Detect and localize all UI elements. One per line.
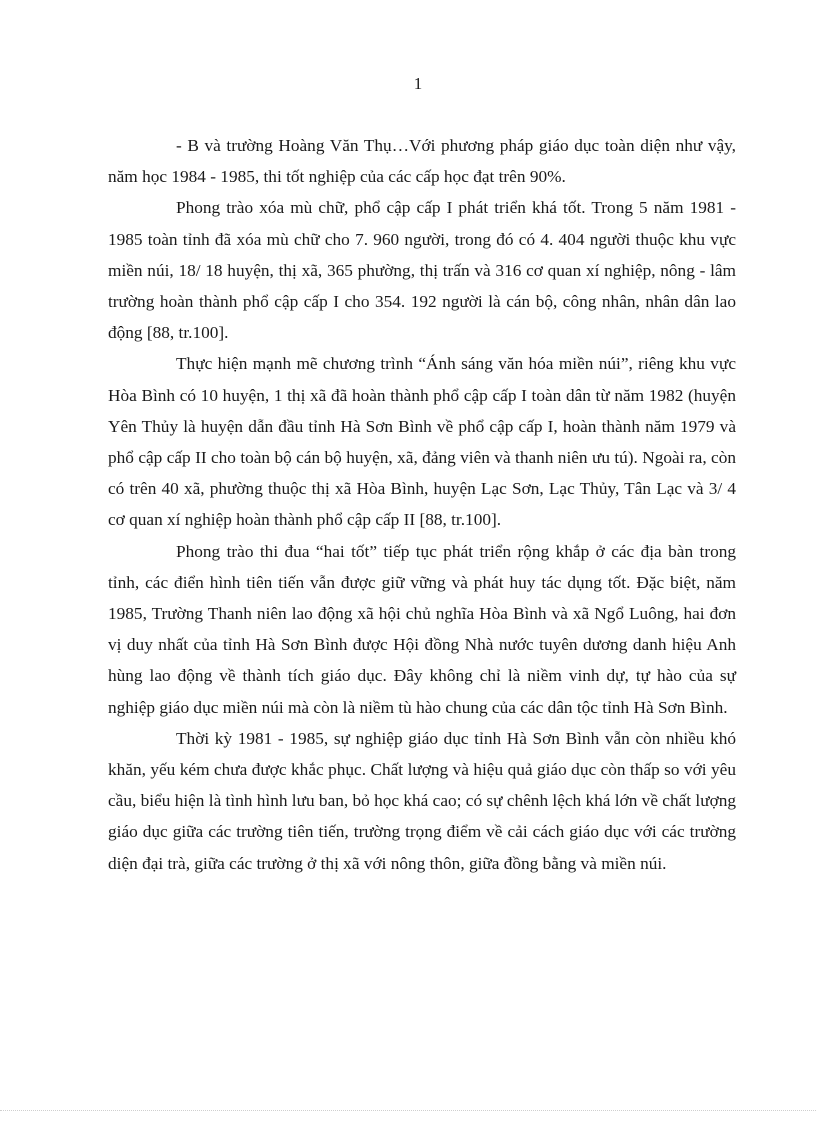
paragraph-5: Thời kỳ 1981 - 1985, sự nghiệp giáo dục tỉnh Hà Sơn Bình vẫn còn nhiều khó khăn, yếu kém chưa được khắc phục. Chất lượng và hiệu quả giáo dục còn thấp so với yêu cầu, biểu hiện là tình hình lưu ban, bỏ học khá cao; có sự chênh lệch khá lớn về chất lượng giáo dục giữa các trường tiên tiến, trường trọng điểm về cải cách giáo dục với các trường diện đại trà, giữa các trường ở thị xã với nông thôn, giữa đồng bằng và miền núi.: [108, 728, 736, 873]
paragraph-1: - B và trường Hoàng Văn Thụ…Với phương pháp giáo dục toàn diện như vậy, năm học 1984 - 1985, thi tốt nghiệp của các cấp học đạt trên 90%.: [108, 136, 736, 187]
page-bottom-divider: [0, 1110, 816, 1111]
paragraph-3: Thực hiện mạnh mẽ chương trình “Ánh sáng văn hóa miền núi”, riêng khu vực Hòa Bình có 10 huyện, 1 thị xã đã hoàn thành phổ cập cấp I toàn dân từ năm 1982 (huyện Yên Thủy là huyện dẫn đầu tỉnh Hà Sơn Bình về phổ cập cấp I, hoàn thành năm 1979 và phổ cập cấp II cho toàn bộ cán bộ huyện, xã, đảng viên và thanh niên ưu tú). Ngoài ra, còn có trên 40 xã, phường thuộc thị xã Hòa Bình, huyện Lạc Sơn, Lạc Thủy, Tân Lạc và 3/ 4 cơ quan xí nghiệp hoàn thành phổ cập cấp II [88, tr.100].: [108, 354, 736, 530]
page-number: 1: [413, 74, 423, 93]
paragraph-4: Phong trào thi đua “hai tốt” tiếp tục phát triển rộng khắp ở các địa bàn trong tỉnh, các điển hình tiên tiến vẫn được giữ vững và phát huy tác dụng tốt. Đặc biệt, năm 1985, Trường Thanh niên lao động xã hội chủ nghĩa Hòa Bình và xã Ngổ Luông, hai đơn vị duy nhất của tỉnh Hà Sơn Bình được Hội đồng Nhà nước tuyên dương danh hiệu Anh hùng lao động về thành tích giáo dục. Đây không chỉ là niềm vinh dự, tự hào của sự nghiệp giáo dục miền núi mà còn là niềm tù hào chung của các dân tộc tỉnh Hà Sơn Bình.: [108, 541, 736, 717]
paragraph-2: Phong trào xóa mù chữ, phổ cập cấp I phát triển khá tốt. Trong 5 năm 1981 - 1985 toàn tỉnh đã xóa mù chữ cho 7. 960 người, trong đó có 4. 404 người thuộc khu vực miền núi, 18/ 18 huyện, thị xã, 365 phường, thị trấn và 316 cơ quan xí nghiệp, nông - lâm trường hoàn thành phổ cập cấp I cho 354. 192 người là cán bộ, công nhân, nhân dân lao động [88, tr.100].: [108, 198, 736, 343]
body-text: [108, 130, 736, 879]
